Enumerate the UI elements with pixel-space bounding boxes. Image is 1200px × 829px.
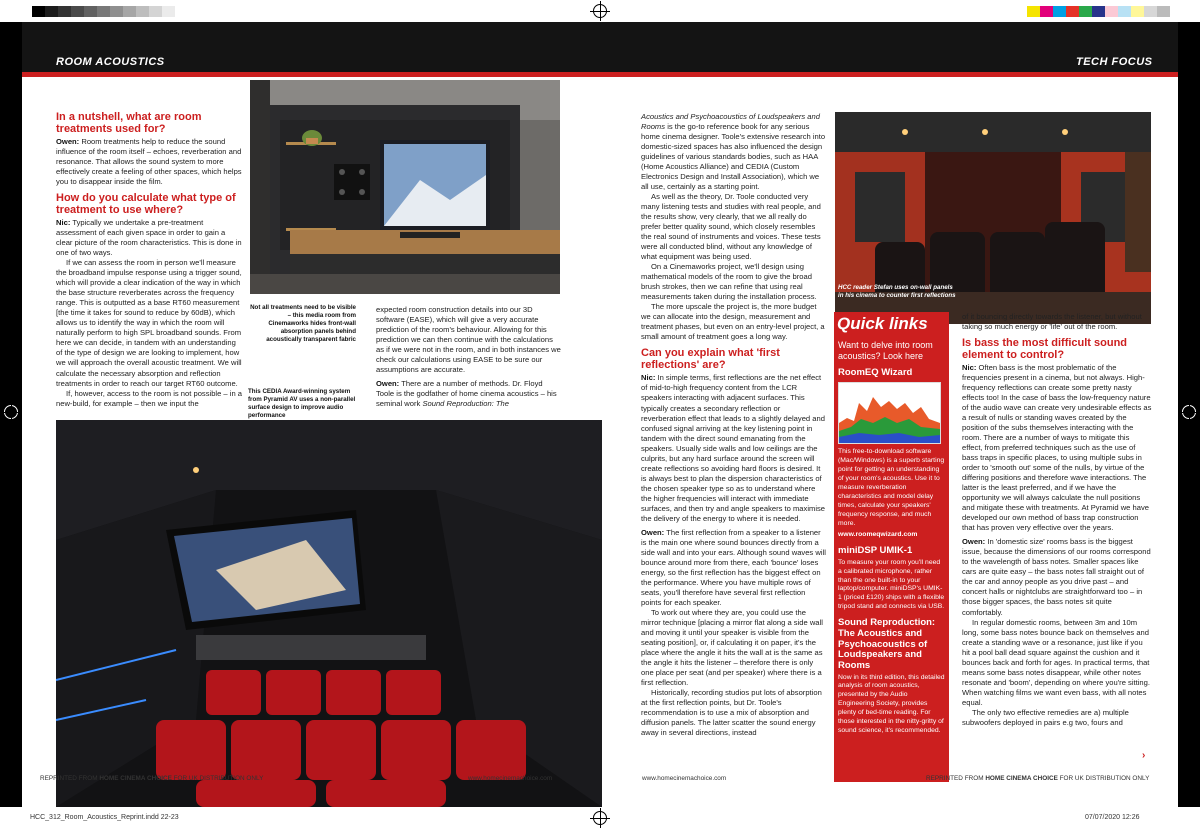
- header-band: [22, 22, 1178, 77]
- speaker-label: Owen:: [962, 537, 986, 547]
- footer-url-left[interactable]: www.homecinemachoice.com: [468, 775, 553, 782]
- speaker-label: Nic:: [56, 218, 71, 228]
- footer-text: REPRINTED FROM: [926, 775, 984, 782]
- roomeq-link[interactable]: www.roomeqwizard.com: [838, 530, 918, 538]
- speaker-label: Nic:: [641, 373, 656, 383]
- third-column: [641, 112, 827, 738]
- book-title: Sound Reproduction: The: [422, 399, 509, 409]
- photo-caption: This CEDIA Award-winning system from Pyramid AV uses a non-parallel surface design to improve audio performance: [248, 388, 356, 419]
- book-title: Acoustics and Psychoacoustics of Loudspeakers and Rooms: [641, 112, 820, 132]
- paragraph: of it bouncing directly towards the listener, but without taking so much energy or 'life' out of the room.: [962, 312, 1142, 332]
- registration-mark-right-icon: [1182, 405, 1196, 419]
- footer-brand: HOME CINEMA CHOICE: [985, 775, 1058, 782]
- paragraph: To work out where they are, you could use the mirror technique [placing a mirror flat along a side wall and moving it until your speaker is visible from the seating position], or, if calculating it on paper, it's the place where the angle it hits the wall at is the same as the angle it hits the listener – therefore there is only one place per seat (and per speaker) where there is a first reflection.: [641, 607, 823, 687]
- continue-arrow-icon: ›: [1142, 750, 1146, 761]
- registration-mark-bottom-icon: [593, 811, 607, 825]
- footer-text: FOR UK DISTRIBUTION ONLY: [1059, 775, 1150, 782]
- paragraph: In 'domestic size' rooms bass is the biggest issue, because the dimensions of our rooms correspond to the wavelength of bass notes. Smaller spaces like cars are quite easy – the bass notes fall straight out of the car and annoy people as you drive past – and concert halls or nightclubs are straightforward too – in those bigger spaces, the bass notes sit quite comfortably.: [962, 537, 1151, 617]
- registration-mark-icon: [593, 4, 607, 18]
- speaker-label: Owen:: [641, 527, 665, 537]
- footer-text: REPRINTED FROM: [40, 775, 98, 782]
- footer-right: [926, 775, 1149, 782]
- middle-column: [376, 305, 562, 409]
- quick-links-heading: miniDSP UMIK-1: [838, 544, 913, 556]
- paragraph: Often bass is the most problematic of the frequencies present in a cinema, but not always. High-frequency reflections can create some pretty nasty effects too! In the case of bass the low-frequency nature of the audio wave can create very undesirable effects as a result of nulls or standing waves created by the position of the subs themselves interacting with the room. There are a number of ways to mitigate this effect, from preferred techniques such as the use of bass traps in specific places, to using multiple subs in order to 'smooth out' some of the nulls, by virtue of the differing positions and therefore wave interactions. The latter is the least preferred, and if we have the opportunity we will always calculate the null positions and mitigate these with treatments. At Pyramid we have developed our own method of bass trap construction that has proven very effective over the years.: [962, 363, 1152, 533]
- paragraph: In simple terms, first reflections are the net effect of mid-to-high frequency content from the LCR speakers interacting with adjacent surfaces. This typically creates a secondary reflection or reverberation effect that leads to a slightly delayed and confused signal arriving at the key listening point in tandem with the direct sound emanating from the speakers. Usually side walls and low ceilings are the culprits, but any hard surface around the screen will create reflections so avoiding hard floors is desired. It is always best to plan the dispersion characteristics of the chosen speaker type so as to understand where the higher frequencies will interact with immediate surfaces, and then try and angle speakers to maximise the delivery of the energy to where it is needed.: [641, 373, 826, 523]
- speaker-label: Nic:: [962, 363, 977, 373]
- quick-links-box: [834, 312, 949, 782]
- paragraph: The first reflection from a speaker to a listener is the main one where sound bounces directly from a side wall and into your ears. Although sound waves will bounce around more from there, each 'bounce' loses energy, so the first reflection has the biggest effect on the performance. Where you have multiple rows of seats, you'll therefore have several first reflection points for each speaker.: [641, 527, 826, 607]
- quick-links-text: Now in its third edition, this detailed analysis of room acoustics, presented by the Audio Engineering Society, provides plenty of bed-time reading. For those interested in the nitty-gritty of sound science, it's recommended.: [838, 673, 945, 735]
- quick-links-heading: RoomEQ Wizard: [838, 366, 913, 378]
- quick-links-title: Quick links: [837, 314, 928, 333]
- photo-caption: Not all treatments need to be visible – this media room from Cinemaworks hides front-wall absorption panels behind acoustically transparent fabric: [250, 304, 356, 343]
- photo-caption: HCC reader Stefan uses on-wall panels in his cinema to counter first reflections: [838, 284, 956, 299]
- quick-links-text: To measure your room you'll need a calibrated microphone, rather than the one built-in to your laptop/computer. miniDSP's UMIK-1 (priced £120) ships with a flexible tripod stand and connects via USB.: [838, 558, 945, 611]
- speaker-label: Owen:: [56, 137, 80, 147]
- registration-mark-left-icon: [4, 405, 18, 419]
- slug-filename: HCC_312_Room_Acoustics_Reprint.indd 22-23: [30, 814, 179, 821]
- footer-text: FOR UK DISTRIBUTION ONLY: [173, 775, 264, 782]
- paragraph: There are a number of methods. Dr. Floyd Toole is the godfather of home cinema acoustics – his seminal work: [376, 379, 557, 409]
- paragraph: Room treatments help to reduce the sound influence of the room itself – echoes, reverberation and resonance. That allows the sound system to more effectively create a feeling of other spaces, which helps you to disappear inside the film.: [56, 137, 242, 187]
- paragraph: If we can assess the room in person we'll measure the broadband impulse response using a trigger sound, which will provide a clear indication of the way in which the base structure reverberates across the frequency range. This is outputted as a base RT60 measurement [the time it takes for sound to reduce by 60dB), which allows us to identify the way in which the room will naturally perform to high SPL broadband sounds. From here we can decide, in tandem with an understanding of the type of design we are looking to implement, how we will approach the overall acoustic treatment. We will calculate the necessary absorption and reflection treatments in order to reach our target RT60 outcome.: [56, 258, 242, 388]
- color-swatches: [1027, 6, 1170, 17]
- paragraph: In regular domestic rooms, between 3m and 10m long, some bass notes bounce back on themselves and create a standing wave or a resonance, just like if you hit a pool ball dead square against the cushion and it bounces back and forth for ages. In practical terms, that means some bass notes disappear, while other notes resonate and 'boom', depending on where you're sitting. When watching films we want even bass, with all notes equal.: [962, 617, 1150, 707]
- heading: Is bass the most difficult sound element to control?: [962, 337, 1128, 361]
- paragraph: Historically, recording studios put lots of absorption at the first reflection points, but Dr. Toole's recommendation is to use a mix of absorption and diffusion panels. The latter scatter the sound energy away in several directions, instead: [641, 687, 822, 737]
- paragraph: expected room construction details into our 3D software (EASE), which will give a very accurate prediction of the room's behaviour. Allowing for this prediction we can then continue with the calculations as if we were not in the room, and in both instances we check our calculations using EASE to be sure our assumptions are accurate.: [376, 305, 561, 375]
- cinema-room-photo: [56, 420, 602, 807]
- section-label-left: ROOM ACOUSTICS: [56, 56, 165, 68]
- frequency-graph-image: [838, 382, 941, 444]
- paragraph: If, however, access to the room is not possible – in a new-build, for example – then we input the: [56, 388, 243, 408]
- paragraph: The more upscale the project is, the more budget we can allocate into the design, measurement and treatment phases, but even on an entry-level project, a small amount of treatment goes a long way.: [641, 302, 825, 342]
- quick-links-text: This free-to-download software (Mac/Windows) is a superb starting point for getting an understanding of your room's acoustics. Use it to measure reverberation characteristics and model delay times, calculate your speakers' frequency response, and much more.: [838, 448, 945, 527]
- fourth-column: [962, 312, 1152, 728]
- paragraph: On a Cinemaworks project, we'll design using mathematical models of the room to give the broad brush strokes, then we can refine that using real measurements taken during the installation process.: [641, 262, 817, 302]
- footer-url-right[interactable]: www.homecinemachoice.com: [642, 775, 727, 782]
- media-room-photo: [250, 80, 560, 294]
- footer-brand: HOME CINEMA CHOICE: [99, 775, 172, 782]
- paragraph: Typically we undertake a pre-treatment assessment of each given space in order to gain a clear picture of the room characteristics. This is done in one of two ways.: [56, 218, 242, 258]
- footer-left: [40, 775, 263, 782]
- section-label-right: TECH FOCUS: [1076, 56, 1153, 68]
- speaker-label: Owen:: [376, 379, 400, 389]
- printer-marks: [0, 0, 1200, 22]
- magazine-spread: [22, 22, 1178, 807]
- heading: In a nutshell, what are room treatments used for?: [56, 111, 202, 135]
- paragraph: The only two effective remedies are a) multiple subwoofers deployed in pairs e.g two, fours and: [962, 707, 1129, 727]
- slug-date: 07/07/2020 12:26: [1085, 814, 1140, 821]
- paragraph: As well as the theory, Dr. Toole conducted very many listening tests and studies with real people, and the results show, very clearly, that we all really do prefer better quality sound, which closely resembles the real sound of instruments and voices. These tests were all conducted blind, without any knowledge of what equipment was being used.: [641, 192, 821, 262]
- paragraph: is the go-to reference book for any serious home cinema designer. Toole's extensive research into domestic-sized spaces has also influenced the design guidelines of various standards bodies, such as HAA (Home Acoustics Alliance) and CEDIA (Custom Electronics Design and Install Association), which we all use, certainly as a starting point.: [641, 122, 826, 192]
- quick-links-intro: Want to delve into room acoustics? Look here: [838, 339, 933, 361]
- left-column: [56, 106, 242, 409]
- grayscale-swatches: [32, 6, 175, 17]
- quick-links-heading: Sound Reproduction: The Acoustics and Psychoacoustics of Loudspeakers and Rooms: [838, 617, 936, 671]
- heading: Can you explain what 'first reflections' are?: [641, 347, 780, 371]
- heading: How do you calculate what type of treatment to use where?: [56, 192, 236, 216]
- print-slug: [0, 807, 1200, 829]
